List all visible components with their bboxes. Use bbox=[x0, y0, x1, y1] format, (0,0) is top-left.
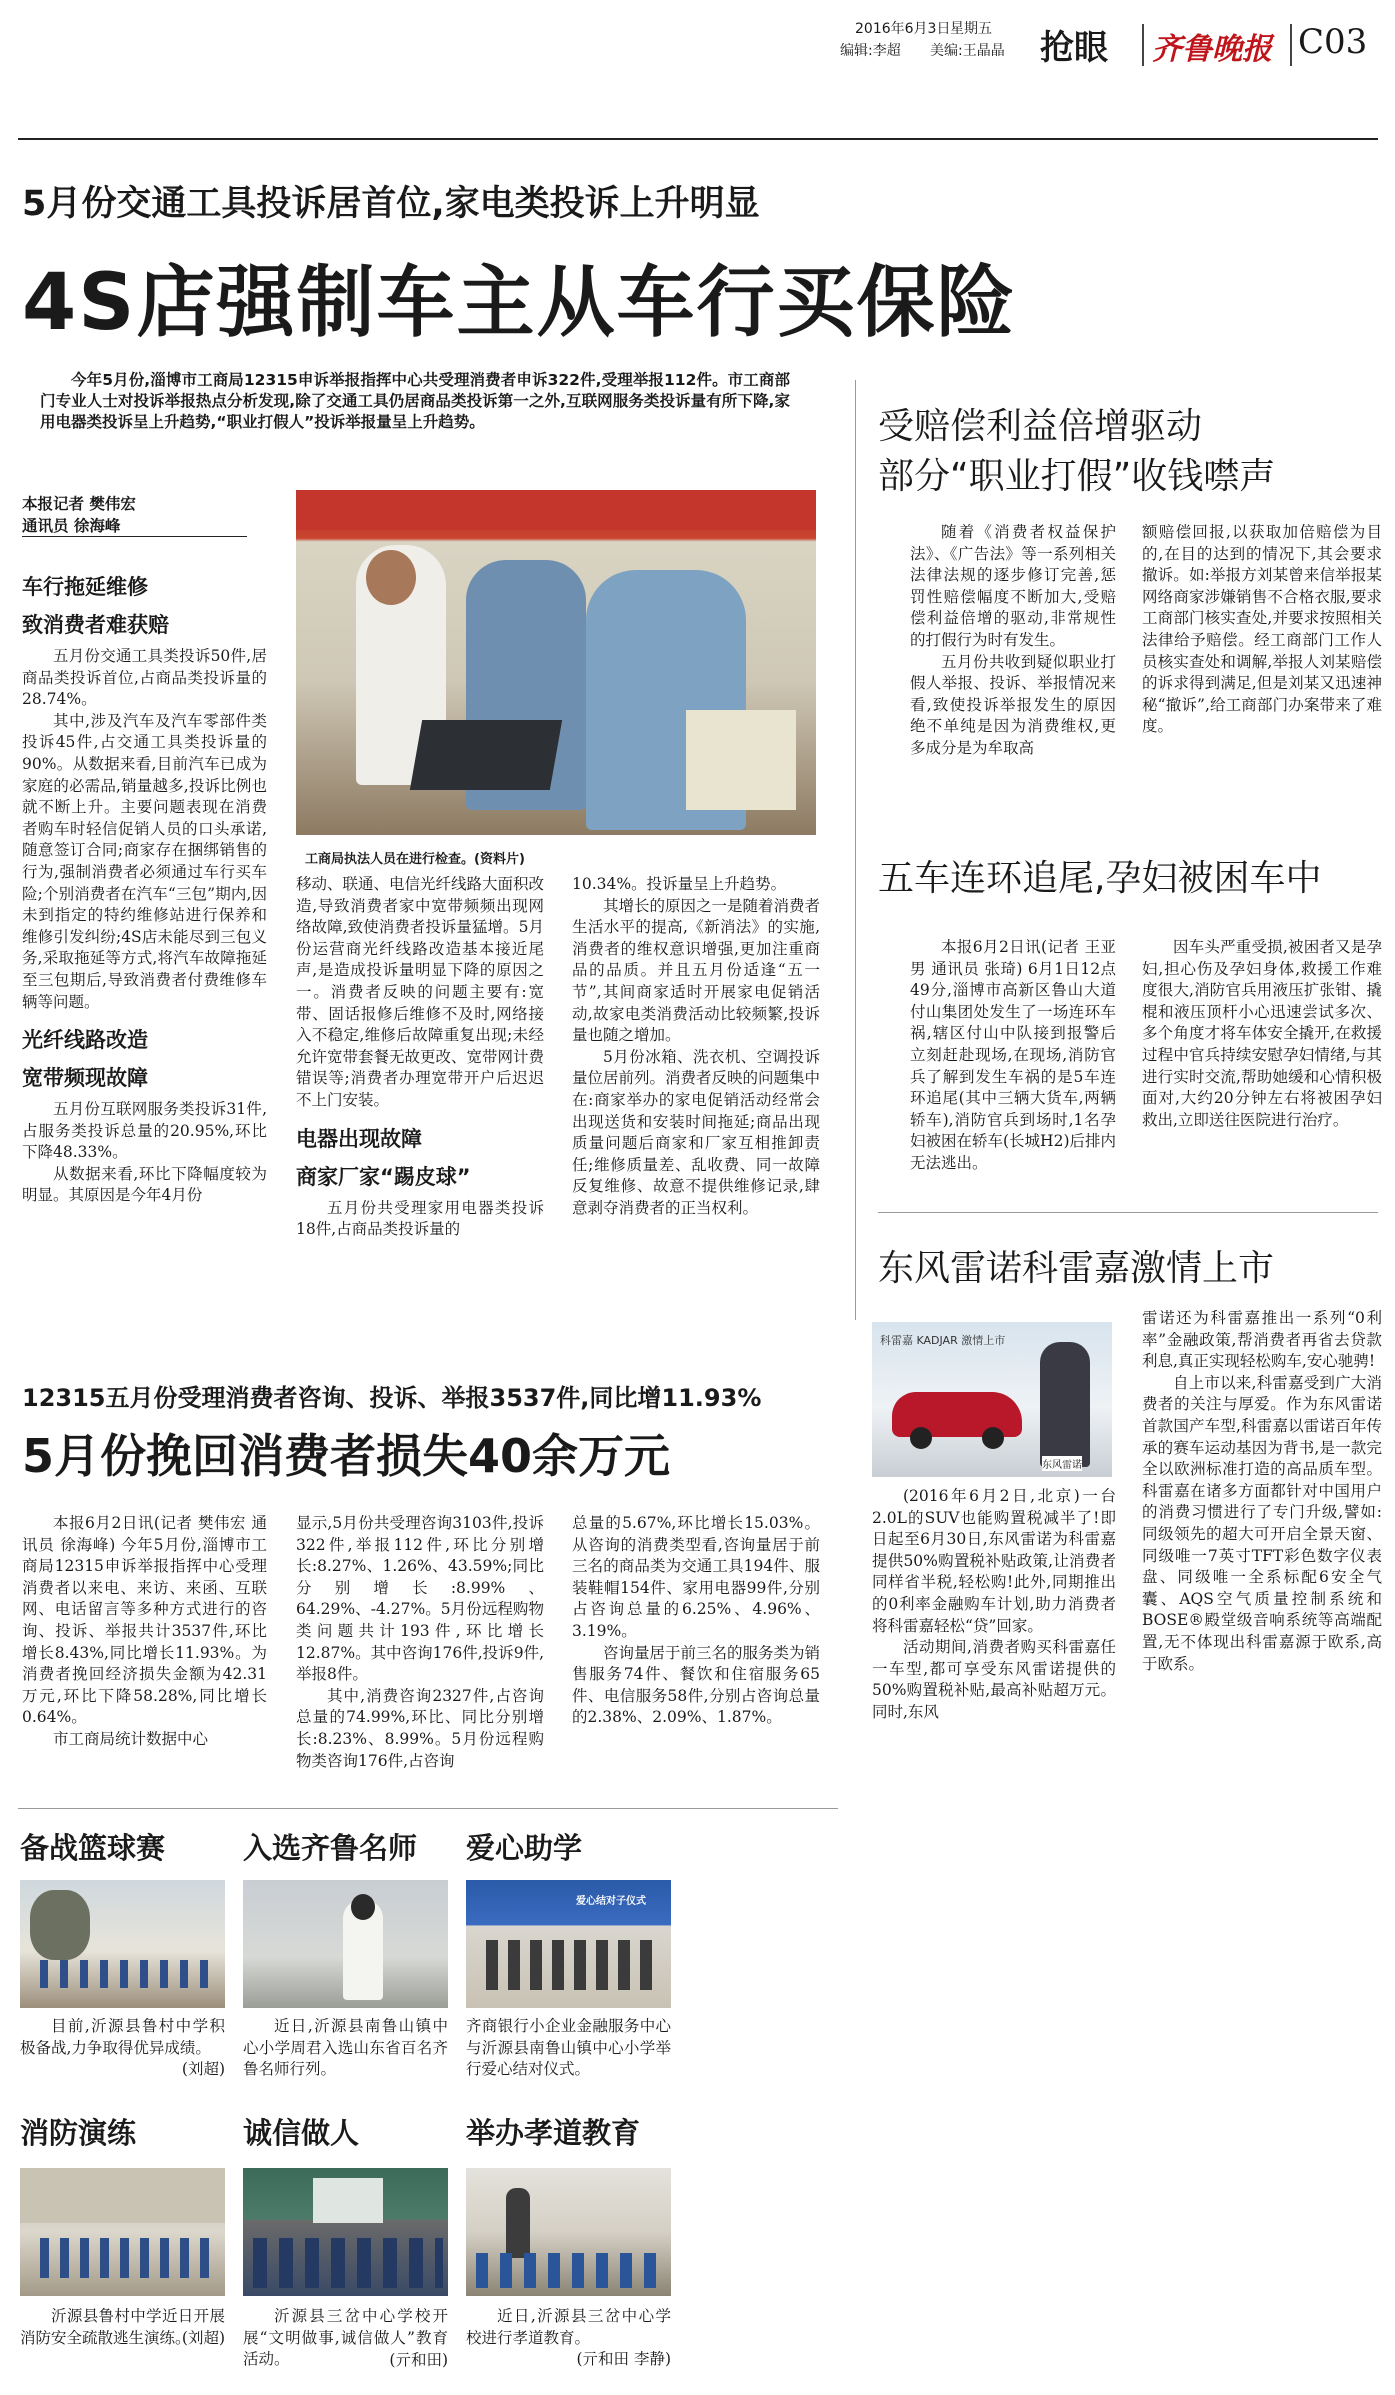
main-col-3 bbox=[572, 874, 820, 1220]
subhead-2b: 宽带频现故障 bbox=[22, 1066, 148, 1091]
brief-credit: (亓和田) bbox=[389, 2350, 448, 2369]
weekday: 星期五 bbox=[950, 21, 992, 37]
group-icon bbox=[486, 1940, 656, 1990]
brief-photo-teacher bbox=[243, 1880, 448, 2008]
brief-text-teacher: 近日,沂源县南鲁山镇中心小学周君入选山东省百名齐鲁名师行列。 bbox=[243, 2017, 448, 2078]
paragraph: 其中,涉及汽车及汽车零部件类投诉45件,占交通工具类投诉量的90%。从数据来看,目前汽车已成为家庭的必需品,销量越多,投诉比例也就不断上升。主要问题表现在消费者购车时轻信促销人员的口头承诺,随意签订合同;商家存在捆绑销售的行为,强制消费者必须通过车行买车险;个别消费者在汽车“三包”期内,因未到指定的特约维修站进行保养和维修引发纠纷;4S店未能尽到三包义务,采取拖延等方式,将汽车故障拖延至三包期后,导致消费者付费维修车辆等问题。 bbox=[22, 711, 267, 1011]
side3-col-a bbox=[872, 1486, 1116, 1724]
paragraph: 随着《消费者权益保护法》、《广告法》等一系列相关法律法规的逐步修订完善,惩罚性赔偿幅度不断加大,受赔偿利益倍增的驱动,非常规性的打假行为时有发生。 bbox=[910, 523, 1116, 649]
page-number: C03 bbox=[1298, 22, 1368, 62]
person-icon bbox=[506, 2188, 530, 2258]
paragraph: 活动期间,消费者购买科雷嘉任一车型,都可享受东风雷诺提供的50%购置税补贴,最高补贴超万元。同时,东风 bbox=[872, 1638, 1116, 1721]
section-name: 抢眼 bbox=[1040, 28, 1108, 68]
main-col-2 bbox=[296, 874, 544, 1241]
header-rule bbox=[18, 138, 1378, 140]
brief-photo-filial bbox=[466, 2168, 671, 2296]
main-headline: 4S店强制车主从车行买保险 bbox=[22, 258, 1017, 348]
students-icon bbox=[40, 1960, 210, 1988]
brief-credit: (亓和田 李静) bbox=[576, 2350, 671, 2368]
screen-icon bbox=[313, 2178, 383, 2223]
side1-title-1: 受赔偿利益倍增驱动 bbox=[878, 406, 1203, 447]
building-icon bbox=[20, 2168, 225, 2223]
banner-text: 爱心结对子仪式 bbox=[576, 1896, 646, 1907]
side-divider bbox=[855, 380, 856, 1320]
paragraph: 5月份冰箱、洗衣机、空调投诉量位居前列。消费者反映的问题集中在:商家举办的家电促销活动经常会出现送货和安装时间拖延;商品出现质量问题后商家和厂家互相推卸责任;维修质量差、乱收费、同一故障反复维修、故意不提供维修记录,肆意剥夺消费者的正当权利。 bbox=[572, 1047, 821, 1217]
side3-col-b bbox=[1142, 1308, 1382, 1675]
main-kicker: 5月份交通工具投诉居首位,家电类投诉上升明显 bbox=[22, 184, 760, 224]
car-ad-image bbox=[872, 1322, 1112, 1477]
header-divider bbox=[1142, 24, 1144, 66]
story2-kicker: 12315五月份受理消费者咨询、投诉、举报3537件,同比增11.93% bbox=[22, 1384, 762, 1412]
paragraph: 雷诺还为科雷嘉推出一系列“0利率”金融政策,帮消费者再省去贷款利息,真正实现轻松购车,安心驰骋! bbox=[1142, 1309, 1382, 1371]
paragraph: 其中,消费咨询2327件,占咨询总量的74.99%,环比、同比分别增长:8.23%、8.99%。5月份远程购物类咨询176件,占咨询 bbox=[296, 1686, 544, 1770]
paragraph: 其增长的原因之一是随着消费者生活水平的提高,《新消法》的实施,消费者的维权意识增强,更加注重商品的品质。并且五月份适逢“五一节”,其间商家适时开展家电促销活动,故家电类消费活动比较频繁,投诉量也随之增加。 bbox=[572, 896, 821, 1045]
brief-credit: (刘超) bbox=[181, 2329, 225, 2347]
photo-banner-icon bbox=[296, 490, 816, 530]
side1-col-a bbox=[910, 522, 1116, 760]
paragraph: 从数据来看,环比下降幅度较为明显。其原因是今年4月份 bbox=[22, 1164, 267, 1205]
brief-title-integrity: 诚信做人 bbox=[243, 2116, 360, 2150]
paragraph: 移动、联通、电信光纤线路大面积改造,导致消费者家中宽带频频出现网络故障,致使消费者投诉量猛增。5月份运营商光纤线路改造基本接近尾声,是造成投诉量明显下降的原因之一。消费者反映的问题主要有:宽带、固话报修后维修不及时,网络接入不稳定,维修后故障重复出现;未经允许宽带套餐无故更改、宽带网计费错误等;消费者办理宽带开户后迟迟不上门安装。 bbox=[296, 875, 545, 1109]
main-lead: 今年5月份,淄博市工商局12315申诉举报指挥中心共受理消费者申诉322件,受理举报112件。市工商部门专业人士对投诉举报热点分析发现,除了交通工具仍居商品类投诉第一之外,互联网服务类投诉量有所下降,家用电器类投诉呈上升趋势,“职业打假人”投诉举报量呈上升趋势。 bbox=[40, 371, 790, 431]
brief-title-basketball: 备战篮球赛 bbox=[20, 1831, 166, 1865]
brief-photo-integrity bbox=[243, 2168, 448, 2296]
brief-text-basketball: 目前,沂源县鲁村中学积极备战,力争取得优异成绩。 (刘超) bbox=[20, 2016, 225, 2081]
person-icon bbox=[366, 550, 416, 605]
person-icon bbox=[351, 1894, 375, 1920]
model-icon bbox=[1040, 1342, 1090, 1467]
paragraph: 自上市以来,科雷嘉受到广大消费者的关注与厚爱。作为东风雷诺首款国产车型,科雷嘉以雷诺百年传承的赛车运动基因为背书,是一款完全以欧洲标准打造的高品质车型。科雷嘉在诸多方面都针对中国用户的消费习惯进行了专门升级,譬如:同级领先的超大可开启全景天窗、同级唯一7英寸TFT彩色数字仪表盘、同级唯一全系标配6安全气囊、AQS空气质量控制系统和BOSE®殿堂级音响系统等高端配置,无不体现出科雷嘉源于欧系,高于欧系。 bbox=[1142, 1373, 1382, 1673]
students-icon bbox=[253, 2238, 443, 2288]
page-header bbox=[0, 0, 1395, 80]
byline-correspondent: 通讯员 徐海峰 bbox=[22, 517, 121, 535]
subhead-1b: 致消费者难获赔 bbox=[22, 613, 169, 637]
wheel-icon bbox=[910, 1427, 932, 1449]
side2-title: 五车连环追尾,孕妇被困车中 bbox=[878, 858, 1322, 899]
brief-text-integrity: 沂源县三岔中心学校开展“文明做事,诚信做人”教育活动。 (亓和田) bbox=[243, 2306, 448, 2371]
story2-col-c bbox=[572, 1513, 820, 1729]
box-icon bbox=[686, 710, 796, 810]
brief-title-charity: 爱心助学 bbox=[466, 1831, 583, 1865]
laptop-icon bbox=[410, 720, 562, 790]
byline-rule bbox=[22, 536, 247, 537]
paper-logo: 齐鲁晚报 bbox=[1152, 32, 1272, 67]
subhead-1a: 车行拖延维修 bbox=[22, 575, 148, 599]
paragraph: 本报6月2日讯(记者 王亚男 通讯员 张琦) 6月1日12点49分,淄博市高新区鲁山大道付山集团处发生了一场连环车祸,辖区付山中队接到报警后立刻赶赴现场,在现场,消防官兵了解到发生车祸的是5车连环追尾(其中三辆大货车,两辆轿车),消防官兵到场时,1名孕妇被困在轿车(长城H2)后排内无法逃出。 bbox=[910, 938, 1116, 1172]
brief-text-charity: 齐商银行小企业金融服务中心与沂源县南鲁山镇中心小学举行爱心结对仪式。 bbox=[466, 2017, 671, 2078]
paragraph: 五月份交通工具类投诉50件,居商品类投诉首位,占商品类投诉量的28.74%。 bbox=[22, 647, 267, 709]
brief-title-teacher: 入选齐鲁名师 bbox=[243, 1831, 418, 1865]
paragraph: 10.34%。投诉量呈上升趋势。 bbox=[572, 875, 787, 893]
brief-photo-fire-drill bbox=[20, 2168, 225, 2296]
story2-col-a bbox=[22, 1513, 267, 1751]
side2-col-b bbox=[1142, 937, 1382, 1131]
subhead-3b: 商家厂家“踢皮球” bbox=[296, 1164, 471, 1189]
paragraph: 额赔偿回报,以获取加倍赔偿为目的,在目的达到的情况下,其会要求撤诉。如:举报方刘某曾来信举报某网络商家涉嫌销售不合格衣服,要求工商部门核实查处,并要求按照相关法律给予赔偿。经工商部门工作人员核实查处和调解,举报人刘某赔偿的诉求得到满足,但是刘某又迅速神秘“撤诉”,给工商部门办案带来了难度。 bbox=[1142, 523, 1382, 736]
brief-text-filial: 近日,沂源县三岔中心学校进行孝道教育。 (亓和田 李静) bbox=[466, 2306, 671, 2371]
paragraph: 五月份互联网服务类投诉31件,占服务类投诉总量的20.95%,环比下降48.33%。 bbox=[22, 1100, 267, 1162]
story2-headline: 5月份挽回消费者损失40余万元 bbox=[22, 1429, 671, 1483]
brief-photo-charity bbox=[466, 1880, 671, 2008]
side2-col-a bbox=[910, 937, 1116, 1175]
brief-text-fire-drill: 沂源县鲁村中学近日开展消防安全疏散逃生演练。 (刘超) bbox=[20, 2306, 225, 2350]
brief-credit: (刘超) bbox=[181, 2060, 225, 2078]
paragraph: 显示,5月份共受理咨询3103件,投诉322件,举报112件,环比分别增长:8.27%、1.26%、43.59%;同比分别增长:8.99%、64.29%、-4.27%。5月份远程购物类问题共计193件,环比增长12.87%。其中咨询176件,投诉9件,举报8件。 bbox=[296, 1514, 544, 1684]
paragraph: 因车头严重受损,被困者又是孕妇,担心伤及孕妇身体,救援工作难度很大,消防官兵用液压扩张钳、撬棍和液压顶杆小心迅速尝试多次、多个角度才将车体安全撬开,在救援过程中官兵持续安慰孕妇情绪,与其进行实时交流,帮助她缓和心情积极面对,大约20分钟左右将被困孕妇救出,立即送往医院进行治疗。 bbox=[1142, 938, 1382, 1129]
byline-reporter: 本报记者 樊伟宏 bbox=[22, 495, 136, 513]
subhead-3a: 电器出现故障 bbox=[296, 1126, 422, 1151]
main-photo bbox=[296, 490, 816, 835]
ad-line: 科雷嘉 KADJAR 激情上市 bbox=[880, 1334, 1006, 1347]
paragraph: 五月份共收到疑似职业打假人举报、投诉、举报情况来看,致使投诉举报发生的原因绝不单纯是因为消费维权,更多成分是为牟取高 bbox=[910, 652, 1116, 757]
story2-col-b bbox=[296, 1513, 544, 1772]
briefs-rule bbox=[18, 1808, 838, 1809]
paragraph: 五月份共受理家用电器类投诉18件,占商品类投诉量的 bbox=[296, 1198, 544, 1239]
side2-rule bbox=[878, 1212, 1378, 1213]
editor: 编辑:李超 bbox=[840, 43, 901, 59]
ad-logo: 东风雷诺 bbox=[1042, 1456, 1082, 1471]
designer: 美编:王晶晶 bbox=[930, 43, 1005, 59]
paragraph: (2016年6月2日,北京)一台2.0L的SUV也能购置税减半了!即日起至6月30日,东风雷诺为科雷嘉提供50%购置税补贴政策,让消费者同样省半税,轻松购!此外,同期推出的0利率金融购车计划,助力消费者将科雷嘉轻松“贷”回家。 bbox=[872, 1487, 1116, 1635]
brief-photo-basketball bbox=[20, 1880, 225, 2008]
subhead-2a: 光纤线路改造 bbox=[22, 1028, 148, 1053]
tree-icon bbox=[30, 1890, 90, 1960]
header-divider-2 bbox=[1290, 24, 1292, 66]
paragraph: 本报6月2日讯(记者 樊伟宏 通讯员 徐海峰) 今年5月份,淄博市工商局12315申诉举报指挥中心受理消费者以来电、来访、来函、互联网、电话留言等多种方式进行的咨询、投诉、举报共计3537件,环比增长8.43%,同比增长11.93%。为消费者挽回经济损失金额为42.31万元,环比下降58.28%,同比增长0.64%。 bbox=[22, 1514, 267, 1727]
date: 2016年6月3日 bbox=[855, 21, 951, 37]
paragraph: 市工商局统计数据中心 bbox=[53, 1729, 209, 1748]
main-col-1 bbox=[22, 560, 267, 1207]
students-icon bbox=[40, 2238, 210, 2278]
side1-title-2: 部分“职业打假”收钱噤声 bbox=[878, 456, 1276, 497]
paragraph: 咨询量居于前三名的服务类为销售服务74件、餐饮和住宿服务65件、电信服务58件,分别占咨询总量的2.38%、2.09%、1.87%。 bbox=[572, 1643, 821, 1727]
brief-title-fire-drill: 消防演练 bbox=[20, 2116, 137, 2150]
paragraph: 总量的5.67%,环比增长15.03%。从咨询的消费类型看,咨询量居于前三名的商品类为交通工具194件、服装鞋帽154件、家用电器99件,分别占咨询总量的6.25%、4.96%、3.19%。 bbox=[572, 1514, 820, 1640]
wheel-icon bbox=[982, 1427, 1004, 1449]
photo-caption: 工商局执法人员在进行检查。(资料片) bbox=[305, 852, 525, 867]
side3-title: 东风雷诺科雷嘉激情上市 bbox=[878, 1248, 1275, 1289]
brief-title-filial: 举办孝道教育 bbox=[466, 2116, 641, 2150]
students-icon bbox=[476, 2253, 666, 2288]
side1-col-b bbox=[1142, 522, 1382, 738]
